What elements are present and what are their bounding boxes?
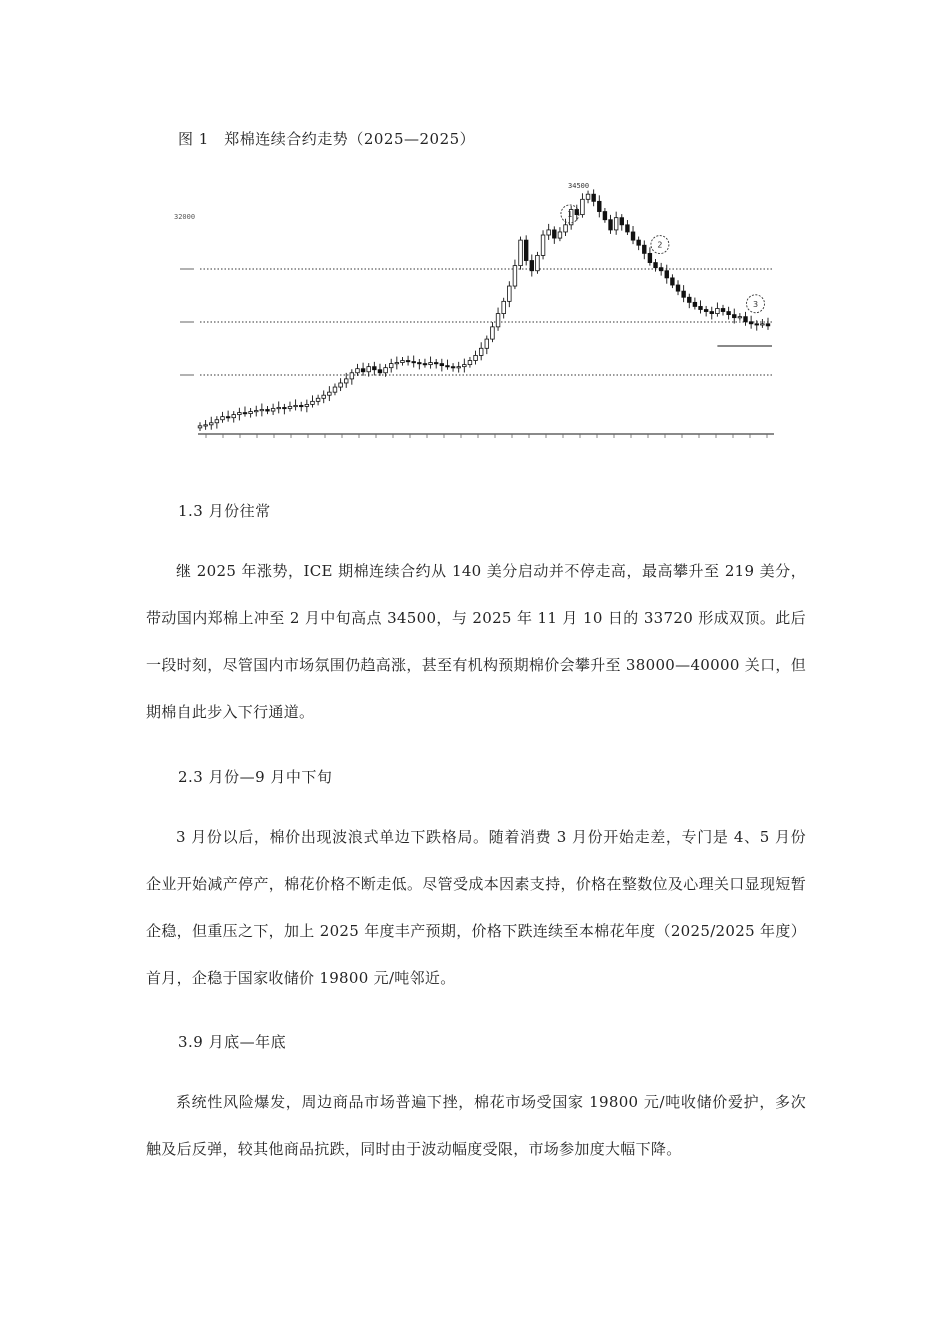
chart-annotations [561,182,772,346]
candle-body [479,348,483,355]
candle-body [530,261,534,271]
candle-body [232,415,236,418]
candle-body [519,240,523,266]
candle-body [305,404,309,406]
candlestick-chart-svg [172,172,782,450]
candle-body [277,407,281,408]
candle-body [322,395,326,398]
candle-body [648,253,652,262]
candle-body [671,278,675,285]
candle-body [502,301,506,313]
candle-body [716,308,720,313]
candle-body [614,218,618,230]
candle-body [575,210,579,215]
section-2-heading: 2.3 月份—9 月中下旬 [178,768,333,786]
candle-body [631,232,635,240]
candle-body [367,367,371,372]
candle-body [294,405,298,406]
candle-body [288,406,292,408]
candle-body [744,317,748,322]
candle-body [547,230,551,235]
candle-body [209,423,213,425]
marker-label: 3 [752,299,759,309]
candle-body [558,232,562,238]
candle-body [676,285,680,291]
candle-body [541,235,545,255]
candle-body [491,327,495,339]
candle-body [395,363,399,364]
candle-body [536,255,540,270]
candle-body [457,367,461,368]
candle-body [508,286,512,301]
candle-body [361,369,365,372]
candle-body [682,291,686,297]
candle-body [755,324,759,325]
candle-body [513,266,517,286]
candle-body [749,322,753,324]
candle-body [434,363,438,364]
candle-body [687,297,691,302]
candle-body [378,370,382,373]
section-1-heading: 1.3 月份往常 [178,502,271,520]
candle-body [710,312,714,314]
candle-body [592,194,596,201]
candle-body [333,387,337,392]
candle-body [260,410,264,411]
candle-body [581,199,585,214]
candle-body [249,412,253,414]
figure-caption: 图 1 郑棉连续合约走势（2025—2025） [178,130,476,148]
candle-body [693,302,697,306]
candle-body [761,324,765,325]
price-chart [172,172,782,450]
candle-body [356,369,360,373]
candle-body [699,306,703,309]
candle-body [311,401,315,404]
candle-body [485,339,489,348]
candle-body [620,218,624,225]
candle-body [597,201,601,211]
candle-body [429,363,433,365]
candle-body [215,420,219,423]
candle-body [609,220,613,230]
candle-body [564,225,568,232]
candle-body [328,392,332,395]
section-3-paragraph: 系统性风险爆发，周边商品市场普遍下挫，棉花市场受国家 19800 元/吨收储价爱护，多次触及后反弹，较其他商品抗跌，同时由于波动幅度受限，市场参加度大幅下降。 [146,1093,806,1158]
candle-body [642,245,646,253]
candle-body [373,367,377,370]
candle-body [254,411,258,412]
candle-body [626,225,630,232]
candle-body [654,263,658,268]
chart-axis [174,213,774,438]
candle-body [468,361,472,365]
candle-body [350,373,354,379]
candle-body [283,407,287,408]
candle-body [423,364,427,365]
candle-body [463,365,467,367]
candle-body [451,367,455,368]
candle-body [339,383,343,387]
candle-body [732,315,736,318]
candle-body [586,194,590,199]
candle-body [738,317,742,318]
candle-body [552,230,556,238]
section-3-heading: 3.9 月底—年底 [178,1033,287,1051]
candle-body [704,310,708,312]
candle-body [524,240,528,260]
candle-body [384,368,388,373]
section-1-paragraph: 继 2025 年涨势，ICE 期棉连续合约从 140 美分启动并不停走高，最高攀升至 219 美分，带动国内郑棉上冲至 2 月中旬高点 34500，与 2025 年 11 月 10 日的 33720 形成双顶。此后一段时刻，尽管国内市场氛围仍趋高涨，甚至有机构预期棉价会攀升至 38000—40000 关口，但期棉自此步入下行通道。 [146,562,806,721]
marker-label: 2 [657,240,663,250]
section-2-paragraph: 3 月份以后，棉价出现波浪式单边下跌格局。随着消费 3 月份开始走差，专门是 4、5 月份企业开始减产停产，棉花价格不断走低。尽管受成本因素支持，价格在整数位及心理关口显现短暂企稳，但重压之下，加上 2025 年度丰产预期，价格下跌连续至本棉花年度（2025/2025 年度）首月，企稳于国家收储价 19800 元/吨邻近。 [146,828,806,987]
candle-body [238,413,242,415]
candle-body [418,363,422,364]
candle-body [271,408,275,411]
candle-body [401,361,405,363]
candle-body [198,426,202,428]
candle-body [389,364,393,368]
candle-body [474,355,478,360]
candle-body [665,271,669,278]
candle-body [299,405,303,406]
peak-label: 34500 [568,182,590,191]
candle-body [440,364,444,366]
candle-body [727,312,731,315]
candle-body [406,361,410,362]
candle-body [637,240,641,245]
candle-body [226,417,230,418]
candle-body [316,398,320,401]
candle-body [204,425,208,426]
candle-body [221,417,225,420]
candle-body [496,314,500,327]
y-tick-label: 32000 [174,213,196,221]
chart-candles [198,189,770,431]
candle-body [659,268,663,271]
candle-body [266,410,270,412]
candle-body [412,362,416,363]
candle-body [603,212,607,220]
marker-label: 1 [567,209,573,219]
candle-body [766,324,770,326]
candle-body [721,308,725,311]
candle-body [446,366,450,367]
candle-body [344,379,348,383]
candle-body [243,413,247,414]
